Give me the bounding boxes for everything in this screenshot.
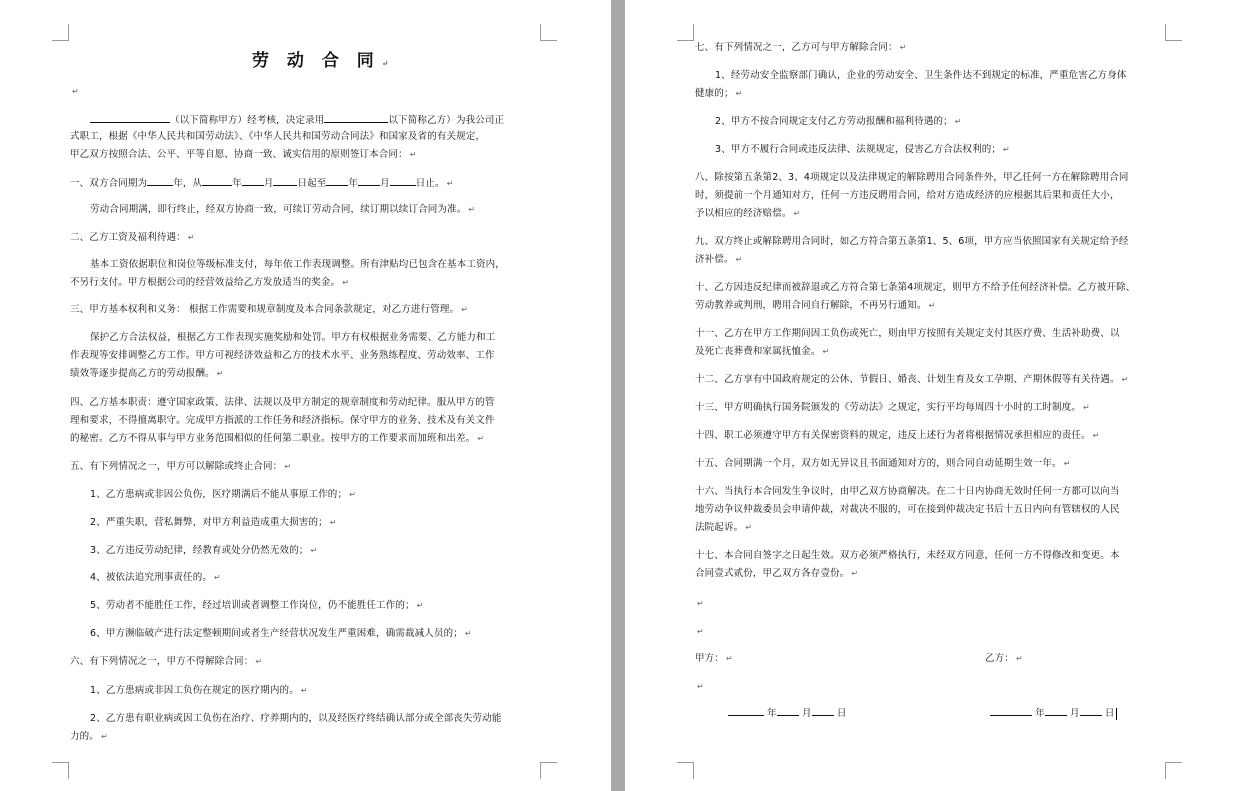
party-b-signature-label[interactable]: 乙方： ↵: [985, 653, 1023, 664]
paragraph[interactable]: 作表现等安排调整乙方工作。甲方可视经济效益和乙方的技术水平、业务熟练程度、劳动效率、工作: [70, 350, 495, 361]
section-2-heading[interactable]: 二、乙方工资及福利待遇： ↵: [70, 232, 195, 243]
corner-mark: [52, 24, 69, 41]
section-13[interactable]: 十三、甲方明确执行国务院颁发的《劳动法》之规定，实行平均每周四十小时的工时制度。 ↵: [695, 402, 1090, 413]
empty-paragraph[interactable]: ↵: [697, 599, 704, 608]
paragraph[interactable]: 予以相应的经济赔偿。 ↵: [695, 208, 801, 219]
paragraph[interactable]: 甲乙双方按照合法、公平、平等自愿、协商一致、诚实信用的原则签订本合同： ↵: [70, 149, 417, 160]
list-item[interactable]: 3、甲方不履行合同或违反法律、法规规定，侵害乙方合法权利的； ↵: [715, 144, 1010, 155]
page-gap: [611, 0, 625, 791]
paragraph[interactable]: 合同壹式贰份，甲乙双方各存壹份。 ↵: [695, 568, 859, 579]
empty-paragraph[interactable]: ↵: [697, 682, 704, 691]
empty-paragraph[interactable]: ↵: [72, 87, 79, 96]
section-5-heading[interactable]: 五、有下列情况之一，甲方可以解除或终止合同： ↵: [70, 461, 292, 472]
section-15[interactable]: 十五、合同期满一个月，双方如无异议且书面通知对方的，则合同自动延期生效一年。 ↵: [695, 458, 1071, 469]
paragraph[interactable]: 及死亡丧葬费和家属抚恤金。 ↵: [695, 346, 830, 357]
section-8[interactable]: 八、除按第五条第2、3、4项规定以及法律规定的解除聘用合同条件外，甲乙任何一方在解除聘用合同: [695, 172, 1129, 183]
section-16[interactable]: 十六、当执行本合同发生争议时，由甲乙双方协商解决。在二十日内协商无效时任何一方都可以向当: [695, 486, 1120, 497]
list-item[interactable]: 2、乙方患有职业病或因工负伤在治疗、疗养期内的，以及经医疗终结确认部分或全部丧失劳动能: [90, 713, 502, 724]
paragraph[interactable]: 绩效等逐步提高乙方的劳动报酬。 ↵: [70, 368, 224, 379]
corner-mark: [1165, 24, 1182, 41]
list-item[interactable]: 1、乙方患病或非因工负伤在规定的医疗期内的。 ↵: [90, 685, 308, 696]
paragraph[interactable]: 不另行支付。甲方根据公司的经营效益给乙方发放适当的奖金。 ↵: [70, 277, 350, 288]
text-cursor: [1116, 708, 1117, 720]
party-a-signature-label[interactable]: 甲方： ↵: [695, 653, 733, 664]
list-item[interactable]: 1、乙方患病或非因公负伤，医疗期满后不能从事原工作的； ↵: [90, 489, 356, 500]
list-item[interactable]: 3、乙方违反劳动纪律，经教育或处分仍然无效的； ↵: [90, 545, 318, 556]
document-page-left: [0, 0, 611, 791]
list-item[interactable]: 5、劳动者不能胜任工作，经过培训或者调整工作岗位，仍不能胜任工作的； ↵: [90, 600, 424, 611]
corner-mark: [677, 24, 694, 41]
corner-mark: [677, 762, 694, 779]
section-12[interactable]: 十二、乙方享有中国政府规定的公休、节假日、婚丧、计划生育及女工孕期、产期休假等有关待遇。 ↵: [695, 374, 1129, 385]
corner-mark: [540, 24, 557, 41]
section-14[interactable]: 十四、职工必须遵守甲方有关保密资料的规定，违反上述行为者将根据情况承担相应的责任。 ↵: [695, 430, 1100, 441]
document-title[interactable]: 劳 动 合 同 ↵: [252, 51, 395, 71]
section-9[interactable]: 九、双方终止或解除聘用合同时，如乙方符合第五条第1、5、6项，甲方应当依照国家有关规定给予经: [695, 236, 1129, 247]
section-6-heading[interactable]: 六、有下列情况之一，甲方不得解除合同： ↵: [70, 656, 263, 667]
list-item[interactable]: 2、甲方不按合同规定支付乙方劳动报酬和福利待遇的； ↵: [715, 116, 962, 127]
paragraph[interactable]: 劳动合同期满，即行终止，经双方协商一致，可续订劳动合同，续订期以续订合同为准。 ↵: [90, 204, 476, 215]
corner-mark: [1165, 762, 1182, 779]
paragraph[interactable]: 理和要求，不得擅离职守。完成甲方指派的工作任务和经济指标。保守甲方的业务、技术及有关文件: [70, 415, 495, 426]
document-page-right: [625, 0, 1237, 791]
section-1-heading[interactable]: 一、双方合同期为 年，从 年 月 日起至 年 月 日止。 ↵: [70, 178, 454, 189]
list-item[interactable]: 健康的； ↵: [695, 88, 743, 99]
paragraph[interactable]: 保护乙方合法权益，根据乙方工作表现实施奖励和处罚。甲方有权根据业务需要、乙方能力和工: [90, 332, 496, 343]
paragraph[interactable]: 基本工资依据职位和岗位等级标准支付，每年依工作表现调整。所有津贴均已包含在基本工资内，: [90, 259, 505, 270]
paragraph[interactable]: 济补偿。 ↵: [695, 254, 743, 265]
section-10[interactable]: 十、乙方因违反纪律而被辞退或乙方符合第七条第4项规定，则甲方不给予任何经济补偿。乙方被开除、: [695, 282, 1136, 293]
paragraph[interactable]: 力的。 ↵: [70, 731, 108, 742]
empty-paragraph[interactable]: ↵: [697, 627, 704, 636]
paragraph[interactable]: 法院起诉。 ↵: [695, 522, 753, 533]
corner-mark: [540, 762, 557, 779]
list-item[interactable]: 1、经劳动安全监察部门确认，企业的劳动安全、卫生条件达不到规定的标准，严重危害乙方身体: [715, 70, 1127, 81]
paragraph[interactable]: 劳动教养或判刑，聘用合同自行解除，不再另行通知。 ↵: [695, 300, 936, 311]
corner-mark: [52, 762, 69, 779]
paragraph[interactable]: 时，须提前一个月通知对方，任何一方违反聘用合同，给对方造成经济的应根据其后果和责任大小，: [695, 190, 1120, 201]
section-3-heading[interactable]: 三、甲方基本权利和义务： 根据工作需要和规章制度及本合同条款规定，对乙方进行管理。 ↵: [70, 304, 469, 315]
section-4-heading[interactable]: 四、乙方基本职责：遵守国家政策、法律、法规以及甲方制定的规章制度和劳动纪律。服从甲方的管: [70, 397, 495, 408]
list-item[interactable]: 2、严重失职，营私舞弊，对甲方利益造成重大损害的； ↵: [90, 517, 337, 528]
paragraph[interactable]: 地劳动争议仲裁委员会申请仲裁，对裁决不服的，可在接到仲裁决定书后十五日内向有管辖权的人民: [695, 504, 1120, 515]
paragraph[interactable]: 的秘密。乙方不得从事与甲方业务范围相似的任何第二职业。按甲方的工作要求而加班和出差。 ↵: [70, 433, 485, 444]
section-7-heading[interactable]: 七、有下列情况之一，乙方可与甲方解除合同： ↵: [695, 42, 907, 53]
section-11[interactable]: 十一、乙方在甲方工作期间因工负伤或死亡，则由甲方按照有关规定支付其医疗费、生活补助费、以: [695, 328, 1120, 339]
list-item[interactable]: 6、甲方濒临破产进行法定整顿期间或者生产经营状况发生严重困难，确需裁减人员的； ↵: [90, 628, 472, 639]
paragraph[interactable]: 式职工，根据《中华人民共和国劳动法》、《中华人民共和国劳动合同法》和国家及省的有关规定，: [70, 131, 486, 142]
party-a-date-line[interactable]: 年 月 日: [728, 706, 846, 720]
section-17[interactable]: 十七、本合同自签字之日起生效。双方必须严格执行，未经双方同意，任何一方不得修改和变更。本: [695, 550, 1120, 561]
paragraph[interactable]: （以下简称甲方）经考核，决定录用 以下简称乙方）为我公司正: [90, 113, 504, 127]
party-b-date-line[interactable]: 年 月 日: [990, 706, 1117, 720]
list-item[interactable]: 4、被依法追究刑事责任的。 ↵: [90, 572, 221, 583]
